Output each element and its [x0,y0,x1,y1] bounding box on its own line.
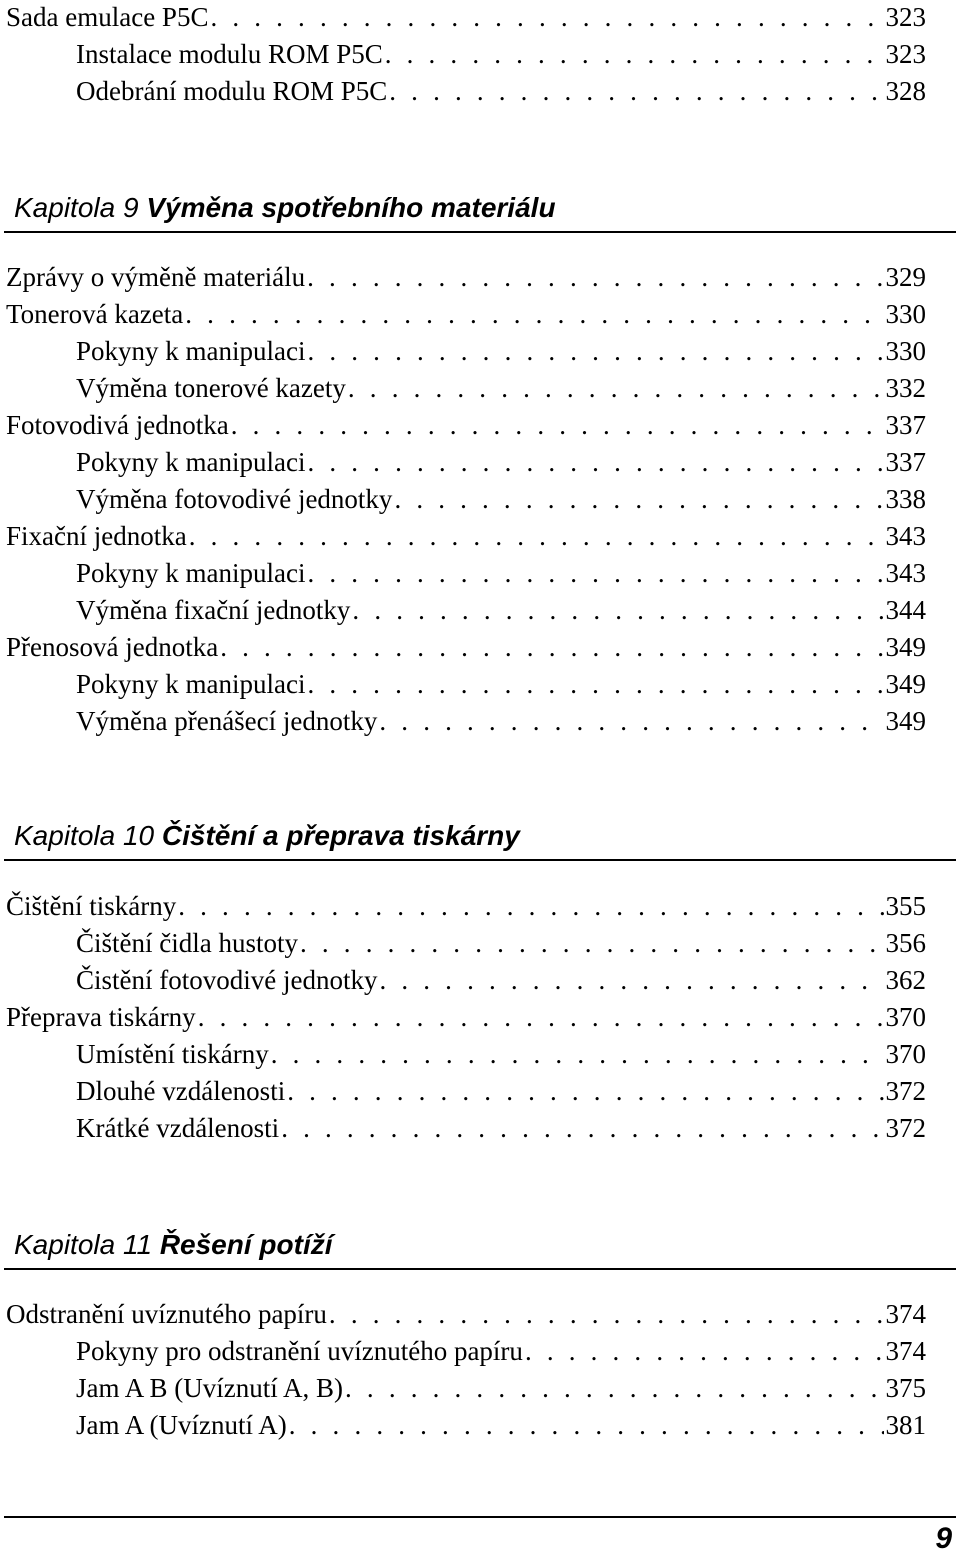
toc-entry-title: Zprávy o výměně materiálu [6,262,306,292]
toc-entry-title: Čištění tiskárny [6,891,177,921]
toc-page-number: 323 [885,2,926,32]
chapter-prefix: Kapitola 10 [14,820,162,851]
toc-entry-title: Přenosová jednotka [6,632,219,662]
toc-dot-leader [345,1372,883,1404]
toc-dot-leader [385,38,884,70]
toc-entry[interactable] [76,700,926,737]
toc-entry[interactable] [6,626,926,663]
toc-page-number: 349 [885,706,926,736]
toc-entry[interactable] [76,1367,926,1404]
toc-entry[interactable] [76,441,926,478]
toc-entry[interactable] [6,0,926,33]
toc-page-number: 374 [885,1299,926,1329]
toc-entry-title: Odstranění uvíznutého papíru [6,1299,327,1329]
toc-page-number: 338 [885,484,926,514]
toc-page-number: 330 [885,299,926,329]
toc-page-number: 372 [885,1076,926,1106]
chapter-divider [4,859,956,861]
toc-dot-leader [210,1,883,33]
toc-entry[interactable] [76,959,926,996]
toc-entry[interactable] [76,922,926,959]
toc-entry[interactable] [76,1107,926,1144]
toc-entry-title: Čištění čidla hustoty [76,928,298,958]
toc-entry-title: Výměna tonerové kazety [76,373,346,403]
toc-dot-leader [178,890,883,922]
toc-entry[interactable] [76,33,926,70]
toc-dot-leader [307,557,883,589]
toc-entry-title: Pokyny k manipulaci [76,447,306,477]
toc-dot-leader [379,705,883,737]
toc-page-number: 349 [885,632,926,662]
toc-entry-title: Pokyny k manipulaci [76,336,306,366]
chapter-heading [14,818,954,854]
toc-entry[interactable] [6,404,926,441]
toc-page-number: 370 [885,1039,926,1069]
toc-entry[interactable] [6,1293,926,1330]
chapter-title: Řešení potíží [159,1229,333,1260]
toc-entry[interactable] [6,256,926,293]
toc-entry-title: Krátké vzdálenosti [76,1113,280,1143]
toc-page-number: 349 [885,669,926,699]
toc-dot-leader [271,1038,884,1070]
toc-entry[interactable] [6,885,926,922]
chapter-prefix: Kapitola 9 [14,192,147,223]
toc-entry-title: Přeprava tiskárny [6,1002,196,1032]
toc-entry[interactable] [6,996,926,1033]
toc-entry-title: Tonerová kazeta [6,299,184,329]
toc-entry[interactable] [6,515,926,552]
toc-entry[interactable] [76,367,926,404]
toc-entry[interactable] [76,1033,926,1070]
toc-entry[interactable] [6,293,926,330]
toc-page-number: 362 [885,965,926,995]
toc-entry[interactable] [76,1070,926,1107]
toc-page-number: 370 [885,1002,926,1032]
toc-entry-title: Výměna přenášecí jednotky [76,706,378,736]
toc-entry[interactable] [76,70,926,107]
toc-entry[interactable] [76,478,926,515]
toc-page-number: 372 [885,1113,926,1143]
toc-dot-leader [307,446,883,478]
toc-entry-title: Jam A B (Uvíznutí A, B) [76,1373,344,1403]
toc-entry-title: Jam A (Uvíznutí A) [76,1410,287,1440]
toc-dot-leader [307,335,883,367]
toc-page-number: 328 [885,76,926,106]
page-number: 9 [935,1522,952,1555]
toc-dot-leader [525,1335,884,1367]
toc-entry-title: Fixační jednotka [6,521,187,551]
toc-page-number: 343 [885,521,926,551]
toc-page-number: 330 [885,336,926,366]
toc-page-number: 323 [885,39,926,69]
chapter-title: Čištění a přeprava tiskárny [161,820,520,851]
toc-entry-title: Instalace modulu ROM P5C [76,39,383,69]
toc-entry-title: Čistění fotovodivé jednotky [76,965,378,995]
toc-dot-leader [307,261,883,293]
footer-divider [4,1516,956,1518]
chapter-divider [4,1268,956,1270]
toc-dot-leader [379,964,883,996]
toc-dot-leader [220,631,883,663]
toc-entry-title: Odebrání modulu ROM P5C [76,76,388,106]
toc-dot-leader [307,668,883,700]
toc-dot-leader [231,409,884,441]
toc-entry[interactable] [76,1404,926,1441]
toc-dot-leader [348,372,884,404]
toc-page-number: 329 [885,262,926,292]
toc-page-number: 381 [885,1410,926,1440]
chapter-divider [4,231,956,233]
toc-entry-title: Pokyny k manipulaci [76,669,306,699]
toc-entry-title: Umístění tiskárny [76,1039,269,1069]
toc-dot-leader [329,1298,884,1330]
toc-page-number: 343 [885,558,926,588]
toc-dot-leader [189,520,884,552]
toc-entry-title: Pokyny pro odstranění uvíznutého papíru [76,1336,523,1366]
toc-dot-leader [281,1112,883,1144]
toc-entry[interactable] [76,1330,926,1367]
toc-dot-leader [185,298,883,330]
toc-dot-leader [352,594,883,626]
toc-entry[interactable] [76,330,926,367]
toc-dot-leader [198,1001,884,1033]
toc-entry-title: Dlouhé vzdálenosti [76,1076,286,1106]
toc-page-number: 337 [885,410,926,440]
chapter-heading [14,1227,954,1263]
toc-dot-leader [300,927,884,959]
toc-dot-leader [287,1075,883,1107]
toc-page-number: 356 [885,928,926,958]
toc-page-number: 344 [885,595,926,625]
toc-entry[interactable] [76,663,926,700]
toc-entry-title: Pokyny k manipulaci [76,558,306,588]
toc-page-number: 337 [885,447,926,477]
toc-page-number: 332 [885,373,926,403]
toc-entry[interactable] [76,589,926,626]
toc-entry-title: Fotovodivá jednotka [6,410,229,440]
chapter-prefix: Kapitola 11 [14,1229,160,1260]
toc-entry-title: Sada emulace P5C [6,2,209,32]
toc-entry-title: Výměna fixační jednotky [76,595,351,625]
toc-page-number: 355 [885,891,926,921]
toc-dot-leader [289,1409,884,1441]
toc-entry-title: Výměna fotovodivé jednotky [76,484,393,514]
toc-page-number: 374 [885,1336,926,1366]
chapter-heading [14,190,954,226]
chapter-title: Výměna spotřebního materiálu [146,192,556,223]
toc-page-number: 375 [885,1373,926,1403]
toc-entry[interactable] [76,552,926,589]
toc-dot-leader [394,483,883,515]
toc-dot-leader [389,75,883,107]
